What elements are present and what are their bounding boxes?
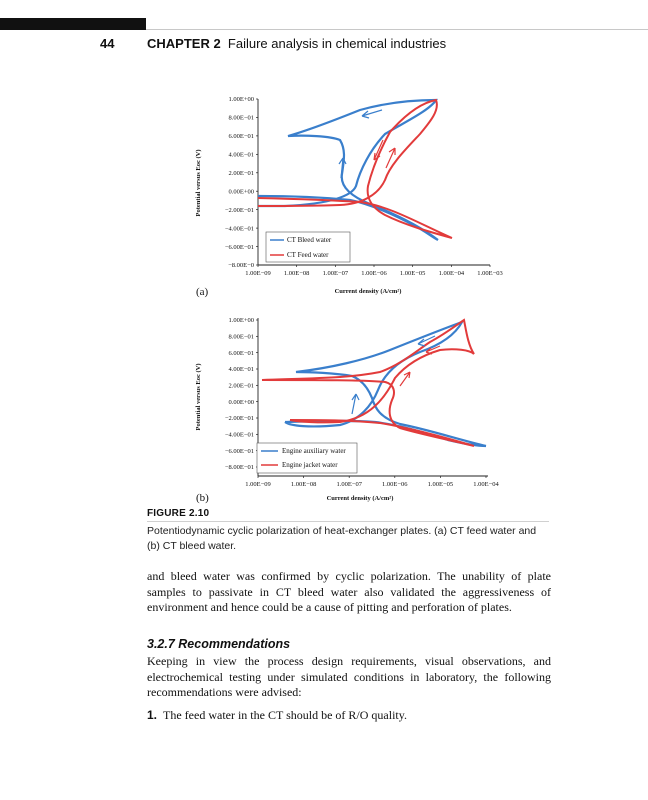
ytick-a-tick-1: 8.00E−01: [228, 114, 254, 122]
page-number: 44: [100, 36, 115, 51]
ytick-b-tick-5: 0.00E+00: [228, 398, 254, 406]
ytick-b-tick-7: −4.00E−01: [224, 431, 254, 439]
figure-label: FIGURE 2.10: [147, 508, 210, 519]
x-tick-labels-b: [245, 476, 499, 488]
ytick-b-tick-2: 6.00E−01: [228, 349, 254, 357]
ytick-b-tick-0: 1.00E+00: [228, 317, 254, 325]
ytick-a-tick-6: −2.00E−01: [224, 206, 254, 214]
ylabel-a: Potential versus Eoc (V): [195, 149, 202, 217]
xtick-b-tick-2: 1.00E−07: [336, 481, 362, 488]
xtick-b-tick-0: 1.00E−09: [245, 481, 271, 488]
ytick-b-tick-9: −8.00E−01: [224, 464, 254, 472]
list-text: The feed water in the CT should be of R/O quality.: [163, 708, 407, 722]
section-heading: 3.2.7 Recommendations: [147, 637, 291, 651]
ytick-a-tick-9: −8.00E−0: [228, 262, 254, 270]
arrow-b4: [400, 372, 410, 386]
xtick-b-tick-3: 1.00E−06: [382, 481, 408, 488]
chapter-title: Failure analysis in chemical industries: [227, 36, 447, 51]
paragraph-2: Keeping in view the process design requirements, visual observations, and electrochemical testing under simulated conditions in laboratory, the following recommendations were advised:: [147, 654, 551, 700]
xtick-b-tick-5: 1.00E−04: [473, 481, 499, 488]
legend-b-item2: Engine jacket water: [282, 461, 338, 469]
xtick-a-tick-2: 1.00E−07: [322, 270, 349, 277]
ytick-b-tick-4: 2.00E−01: [228, 382, 254, 390]
xtick-a-tick-5: 1.00E−04: [438, 270, 465, 277]
ytick-b-tick-8: −6.00E−01: [224, 447, 254, 455]
xtick-b-tick-4: 1.00E−05: [427, 481, 454, 488]
figure-caption: Potentiodynamic cyclic polarization of heat-exchanger plates. (a) CT feed water and (b) CT bleed water.: [147, 525, 537, 552]
xlabel-a: Current density (A/cm²): [334, 288, 402, 295]
ytick-a-tick-2: 6.00E−01: [228, 133, 254, 141]
xtick-b-tick-1: 1.00E−08: [290, 481, 317, 488]
ytick-a-tick-4: 2.00E−01: [228, 169, 254, 177]
curve-engine-jacket-water: [262, 320, 474, 446]
ytick-b-tick-3: 4.00E−01: [228, 366, 254, 374]
ytick-b-tick-1: 8.00E−01: [228, 333, 254, 341]
arrow-b2: [352, 394, 359, 414]
legend-a-item1: CT Bleed water: [287, 236, 332, 244]
legend-b-item1: Engine auxiliary water: [282, 447, 346, 455]
xtick-a-tick-4: 1.00E−05: [399, 270, 426, 277]
ytick-a-tick-0: 1.00E+00: [228, 96, 254, 104]
legend-a-item2: CT Feed water: [287, 251, 329, 259]
ytick-b-tick-6: −2.00E−01: [224, 415, 254, 423]
curve-engine-auxiliary-water: [285, 322, 486, 446]
xtick-a-tick-3: 1.00E−06: [361, 270, 387, 277]
xtick-a-tick-6: 1.00E−03: [477, 270, 503, 277]
caption-rule: [147, 521, 549, 522]
xtick-a-tick-1: 1.00E−08: [283, 270, 310, 277]
xlabel-b: Current density (A/cm²): [326, 495, 394, 502]
ytick-a-tick-7: −4.00E−01: [224, 225, 254, 233]
panel-a-label: (a): [196, 286, 209, 298]
chapter-label: CHAPTER 2: [147, 36, 221, 51]
xtick-a-tick-0: 1.00E−09: [245, 270, 271, 277]
list-item: [147, 708, 407, 723]
y-tick-labels-b: [225, 317, 258, 471]
panel-b-label: (b): [196, 492, 209, 504]
paragraph-1: and bleed water was confirmed by cyclic polarization. The unability of plate samples to passivate in CT bleed water also validated the aggressiveness of environment and hence could be a cause of pitting and perforation of plates.: [147, 569, 551, 615]
ylabel-b: Potential versus Eoc (V): [195, 363, 202, 431]
list-number: 1.: [147, 708, 158, 722]
ytick-a-tick-3: 4.00E−01: [228, 151, 254, 159]
ytick-a-tick-5: 0.00E+00: [228, 188, 254, 196]
ytick-a-tick-8: −6.00E−01: [224, 243, 254, 251]
